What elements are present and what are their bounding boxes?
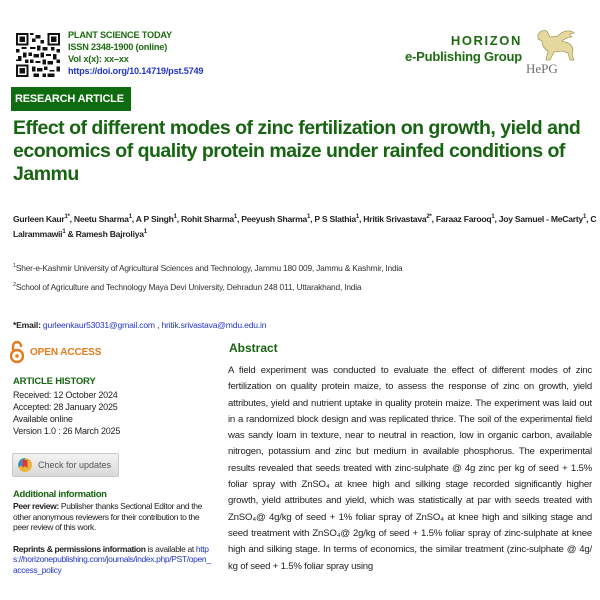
author-name: Peeyush Sharma — [241, 213, 308, 224]
email-link-2[interactable]: hritik.srivastava@mdu.edu.in — [161, 320, 267, 330]
author-name: Ramesh Bajroliya — [75, 228, 144, 239]
author-separator: , — [236, 213, 242, 224]
check-for-updates-button[interactable] — [12, 453, 119, 477]
abstract-heading: Abstract — [229, 341, 278, 355]
author-name: P S Slathia — [314, 213, 356, 224]
article-history — [13, 376, 120, 437]
publisher-logo — [524, 27, 592, 75]
affiliation-text: Sher-e-Kashmir University of Agricultural Sciences and Technology, Jammu 180 009, Jammu & Kashmir, India — [15, 263, 403, 273]
received-date: Received: 12 October 2024 — [13, 390, 118, 400]
author-name: C Lalrammawii — [13, 213, 597, 239]
author-separator: & — [65, 228, 76, 239]
author-affiliation-marker: 2* — [426, 214, 432, 220]
publisher-line1: HORIZON — [450, 33, 522, 48]
author-separator: , — [176, 213, 181, 224]
qr-code-icon — [16, 30, 60, 80]
affiliation-text: School of Agriculture and Technology Maya Devi University, Dehradun 248 011, Uttarakhand, India — [15, 282, 362, 292]
author-affiliation-marker: 1 — [491, 214, 495, 220]
peer-review-note — [13, 501, 213, 533]
article-title: Effect of different modes of zinc fertilization on growth, yield and economics of quality protein maize under rainfed conditions of Jammu — [13, 117, 581, 185]
author-separator: , — [359, 213, 364, 224]
journal-issn: ISSN 2348-1900 (online) — [68, 42, 168, 52]
publisher-name — [405, 33, 522, 65]
author-separator: , — [494, 213, 499, 224]
peer-review-text: Publisher thanks Sectional Editor and the other anonymous reviewers for their contribution to the peer review of this work. — [13, 501, 203, 532]
journal-volume: Vol x(x): xx–xx — [68, 54, 129, 64]
corresponding-email — [13, 320, 266, 330]
journal-info — [68, 29, 203, 77]
affiliation-1 — [13, 263, 598, 273]
additional-info-heading: Additional information — [13, 489, 107, 500]
author-list — [13, 211, 598, 241]
author-name: Gurleen Kaur — [13, 213, 65, 224]
author-separator: , — [131, 213, 136, 224]
author-name: Hritik Srivastava — [363, 213, 427, 224]
open-access-label — [10, 339, 101, 365]
reprints-label: Reprints & permissions information — [13, 543, 146, 554]
author-name: A P Singh — [135, 213, 174, 224]
open-access-text: OPEN ACCESS — [30, 346, 102, 358]
bookmark-circle-icon — [17, 457, 33, 473]
author-affiliation-marker: 1* — [64, 214, 70, 220]
abstract-text: A field experiment was conducted to evaluate the effect of different modes of zinc fertilization on quality protein maize, to assess the response of zinc on growth, yield attributes, yield and nutrient uptake in quality protein maize. The experiment was laid out in a randomized block design and was replicated thrice. The soil of the experimental field was sandy loam in texture, near to neutral in reaction, low in organic carbon, available nitrogen, potassium and zinc but medium in available phosphorus. The experimental results revealed that seeds treated with zinc-sulphate @ 4g zinc per kg of seed + 1.5% foliar spray with ZnSO₄ at knee high and silking stage recorded significantly higher growth, yield attributes and yield, which was statistically at par with seeds treated with ZnSO₄@ 4g/kg of seed + 1% foliar spray of ZnSO₄ at knee high and silking stage and seed treatment with ZnSO₄@ 2g/kg of seed + 1.5% foliar spray of zinc-sulphate at knee high and silking stage. In terms of economics, the similar treatment (zinc-sulphate @ 4g/ kg of seed + 1.5% foliar spray using — [228, 365, 592, 572]
email-label: *Email: — [13, 320, 43, 330]
author-affiliation-marker: 1 — [307, 214, 311, 220]
reprints-text: is available at — [145, 543, 196, 554]
author-affiliation-marker: 1 — [355, 214, 359, 220]
author-affiliation-marker: 1 — [233, 214, 237, 220]
publisher-line2: e-Publishing Group — [404, 49, 522, 64]
author-affiliation-marker: 1 — [173, 214, 177, 220]
author-separator: , — [586, 213, 591, 224]
author-separator: , — [69, 213, 74, 224]
author-affiliation-marker: 1 — [143, 228, 147, 235]
author-affiliation-marker: 1 — [62, 228, 66, 235]
email-link-1[interactable]: gurleenkaur53031@gmail.com — [42, 320, 155, 330]
affiliation-marker: 2 — [13, 282, 16, 289]
author-separator: , — [431, 213, 436, 224]
author-separator: , — [310, 213, 315, 224]
publisher-logo-text: HePG — [526, 61, 558, 76]
author-affiliation-marker: 1 — [583, 214, 587, 220]
winged-lion-icon — [528, 27, 588, 63]
affiliation-marker: 1 — [13, 263, 16, 270]
accepted-date: Accepted: 28 January 2025 — [13, 402, 118, 412]
version-date: Version 1.0 : 26 March 2025 — [13, 426, 121, 436]
email-separator: , — [154, 320, 162, 330]
available-online: Available online — [13, 414, 73, 424]
author-name: Rohit Sharma — [181, 213, 234, 224]
author-name: Joy Samuel - MeCarty — [498, 213, 584, 224]
history-heading: ARTICLE HISTORY — [13, 376, 96, 387]
additional-information — [13, 488, 213, 575]
author-name: Faraaz Farooq — [435, 213, 492, 224]
affiliation-2 — [13, 282, 598, 292]
open-lock-icon — [10, 340, 24, 364]
journal-name: PLANT SCIENCE TODAY — [68, 30, 172, 40]
author-name: Neetu Sharma — [73, 213, 129, 224]
author-affiliation-marker: 1 — [128, 214, 132, 220]
reprints-note — [13, 544, 213, 576]
doi-link[interactable]: https://doi.org/10.14719/pst.5749 — [68, 66, 204, 76]
reprints-link[interactable]: https://horizonepublishing.com/journals/index.php/PST/open_access_policy — [13, 543, 211, 575]
article-type-badge: RESEARCH ARTICLE — [11, 87, 131, 111]
check-for-updates-label: Check for updates — [38, 460, 112, 470]
peer-review-label: Peer review: — [13, 501, 59, 511]
